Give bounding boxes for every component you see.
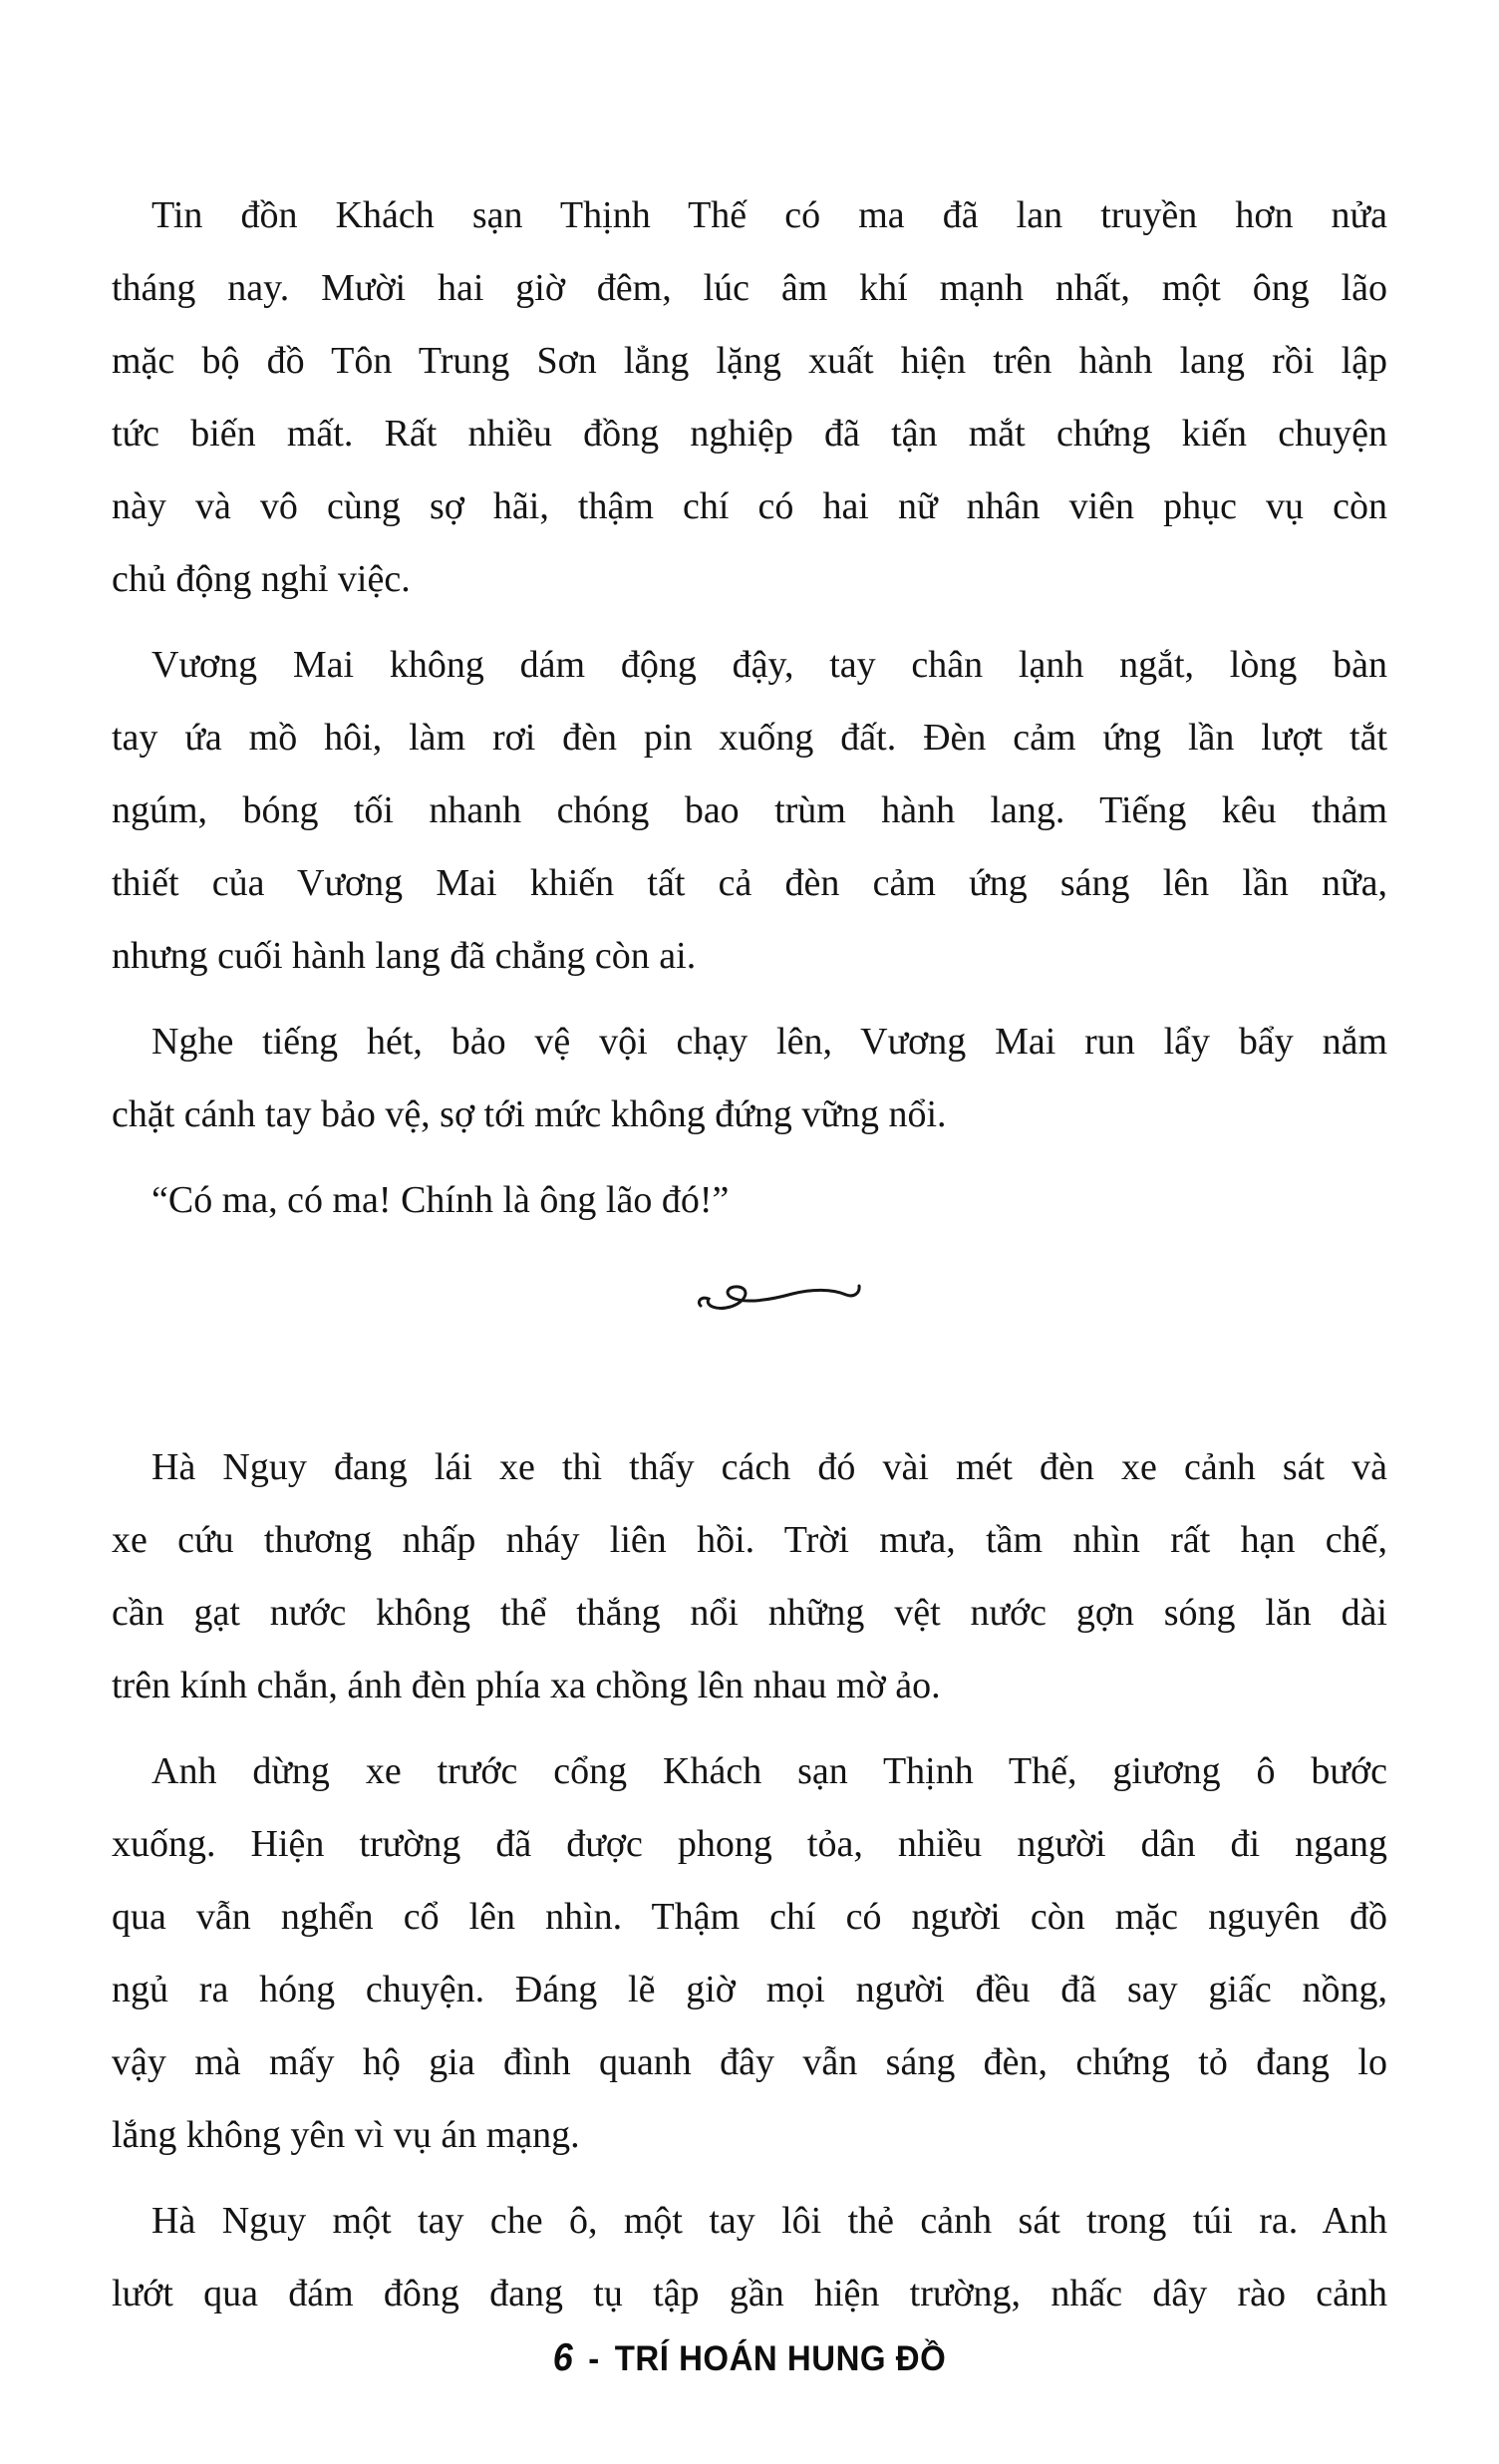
paragraph xyxy=(112,1431,1387,1722)
paragraph xyxy=(112,179,1387,616)
text-line: trên kính chắn, ánh đèn phía xa chồng lên nhau mờ ảo. xyxy=(112,1665,941,1706)
footer-separator: - xyxy=(588,2337,601,2378)
dialogue-paragraph xyxy=(112,1164,1387,1237)
text-line: xuống. Hiện trường đã được phong tỏa, nhiều người dân đi ngang xyxy=(112,1823,1387,1865)
text-line: tức biến mất. Rất nhiều đồng nghiệp đã tận mắt chứng kiến chuyện xyxy=(112,413,1387,455)
text-line: tay ứa mồ hôi, làm rơi đèn pin xuống đất. Đèn cảm ứng lần lượt tắt xyxy=(112,717,1387,759)
text-line: nhưng cuối hành lang đã chẳng còn ai. xyxy=(112,935,697,977)
text-line: qua vẫn nghển cổ lên nhìn. Thậm chí có người còn mặc nguyên đồ xyxy=(112,1896,1387,1938)
text-line: Anh dừng xe trước cổng Khách sạn Thịnh Thế, giương ô bước xyxy=(151,1750,1387,1792)
dialogue-line: “Có ma, có ma! Chính là ông lão đó!” xyxy=(151,1179,730,1221)
section-divider xyxy=(112,1250,1387,1431)
page-text-block xyxy=(112,179,1387,2343)
page-footer xyxy=(0,2334,1499,2379)
text-line: Tin đồn Khách sạn Thịnh Thế có ma đã lan truyền hơn nửa xyxy=(151,194,1387,236)
text-line: Hà Nguy đang lái xe thì thấy cách đó vài mét đèn xe cảnh sát và xyxy=(151,1446,1387,1488)
calligraphic-swirl-icon xyxy=(695,1276,864,1316)
text-line: chủ động nghỉ việc. xyxy=(112,558,411,600)
text-line: mặc bộ đồ Tôn Trung Sơn lẳng lặng xuất hiện trên hành lang rồi lập xyxy=(112,340,1387,382)
text-line: cần gạt nước không thể thắng nổi những vệt nước gợn sóng lăn dài xyxy=(112,1592,1387,1634)
text-line: lắng không yên vì vụ án mạng. xyxy=(112,2114,580,2156)
text-line: Vương Mai không dám động đậy, tay chân lạnh ngắt, lòng bàn xyxy=(151,644,1387,686)
paragraph xyxy=(112,629,1387,993)
paragraph xyxy=(112,2185,1387,2330)
text-line: vậy mà mấy hộ gia đình quanh đây vẫn sáng đèn, chứng tỏ đang lo xyxy=(112,2041,1387,2083)
text-line: Nghe tiếng hét, bảo vệ vội chạy lên, Vương Mai run lẩy bẩy nắm xyxy=(151,1021,1387,1063)
text-line: thiết của Vương Mai khiến tất cả đèn cảm ứng sáng lên lần nữa, xyxy=(112,862,1387,904)
paragraph xyxy=(112,1735,1387,2172)
text-line: ngúm, bóng tối nhanh chóng bao trùm hành lang. Tiếng kêu thảm xyxy=(112,789,1387,831)
text-line: Hà Nguy một tay che ô, một tay lôi thẻ cảnh sát trong túi ra. Anh xyxy=(151,2200,1387,2242)
text-line: này và vô cùng sợ hãi, thậm chí có hai nữ nhân viên phục vụ còn xyxy=(112,485,1387,527)
text-line: xe cứu thương nhấp nháy liên hồi. Trời mưa, tầm nhìn rất hạn chế, xyxy=(112,1519,1387,1561)
text-line: ngủ ra hóng chuyện. Đáng lẽ giờ mọi người đều đã say giấc nồng, xyxy=(112,1969,1387,2010)
text-line: tháng nay. Mười hai giờ đêm, lúc âm khí mạnh nhất, một ông lão xyxy=(112,267,1387,309)
book-title: TRÍ HOÁN HUNG ĐỒ xyxy=(614,2337,947,2378)
paragraph xyxy=(112,1006,1387,1151)
page-number: 6 xyxy=(552,2334,575,2379)
text-line: lướt qua đám đông đang tụ tập gần hiện trường, nhấc dây rào cảnh xyxy=(112,2273,1387,2314)
text-line: chặt cánh tay bảo vệ, sợ tới mức không đứng vững nổi. xyxy=(112,1093,947,1135)
